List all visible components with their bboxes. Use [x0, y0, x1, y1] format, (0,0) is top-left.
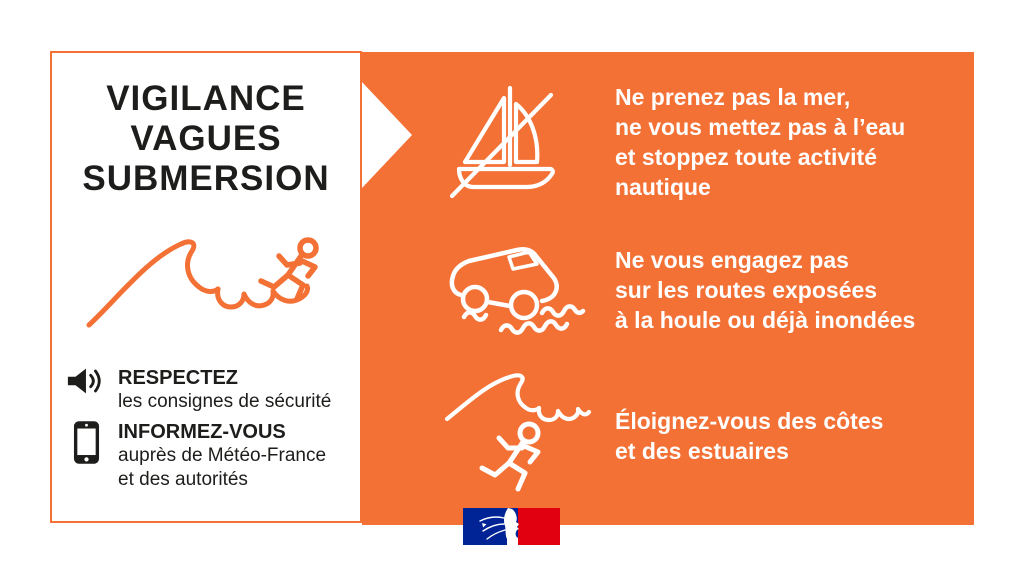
- instruction-1-line-2: ne vous mettez pas à l’eau: [615, 114, 906, 140]
- advice-inform-title: INFORMEZ-VOUS: [118, 421, 286, 443]
- instruction-3-text: [615, 406, 883, 466]
- instruction-3-line-2: et des estuaires: [615, 438, 789, 464]
- french-government-marianne-logo: [463, 508, 560, 545]
- no-boating-icon: [447, 78, 572, 203]
- page-title: [52, 79, 360, 199]
- instruction-1-line-1: Ne prenez pas la mer,: [615, 84, 851, 110]
- card-arrow-pointer: [362, 82, 412, 188]
- advice-inform-line-2: et des autorités: [118, 469, 248, 490]
- advice-respect: [66, 366, 331, 414]
- advice-respect-title: RESPECTEZ: [118, 367, 239, 389]
- instruction-2-line-2: sur les routes exposées: [615, 277, 878, 303]
- car-in-flood-icon: [446, 242, 591, 342]
- advice-inform: [73, 420, 326, 492]
- wave-runner-illustration-icon: [83, 235, 333, 330]
- instruction-3-line-1: Éloignez-vous des côtes: [615, 408, 884, 434]
- advice-respect-text: [118, 366, 331, 414]
- instruction-2-line-3: à la houle ou déjà inondées: [615, 307, 916, 333]
- advice-inform-text: [118, 420, 326, 492]
- speaker-icon: [66, 366, 104, 396]
- instruction-1-line-3: et stoppez toute activité: [615, 144, 877, 170]
- instruction-1-line-4: nautique: [615, 174, 711, 200]
- title-line-2: VAGUES: [130, 119, 282, 158]
- title-line-3: SUBMERSION: [82, 159, 330, 198]
- instruction-2-text: [615, 245, 915, 335]
- wave-and-runner-icon: [443, 373, 593, 501]
- instructions-layer: [362, 52, 974, 525]
- title-card: [50, 51, 362, 523]
- advice-inform-line-1: auprès de Météo-France: [118, 445, 327, 466]
- title-line-1: VIGILANCE: [106, 79, 306, 118]
- instruction-2-line-1: Ne vous engagez pas: [615, 247, 849, 273]
- advice-respect-line: les consignes de sécurité: [118, 391, 332, 412]
- instruction-1-text: [615, 82, 905, 202]
- smartphone-icon: [73, 420, 100, 465]
